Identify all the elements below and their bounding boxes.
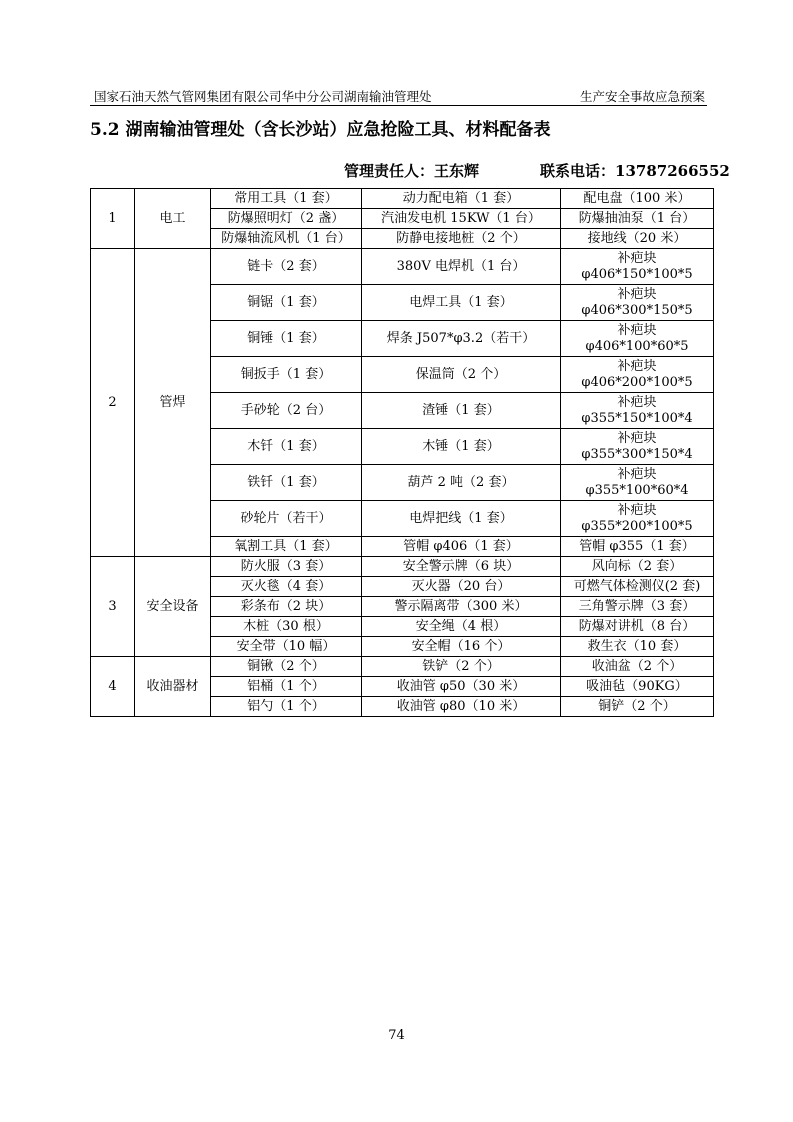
item-cell bbox=[561, 285, 714, 321]
item-name: 补疤块 bbox=[617, 250, 657, 266]
item-cell: 彩条布（2 块） bbox=[211, 597, 362, 617]
table-row bbox=[91, 189, 714, 209]
item-cell: 氧割工具（1 套） bbox=[211, 537, 362, 557]
item-name: 补疤块 bbox=[617, 430, 657, 446]
group-number: 4 bbox=[91, 657, 135, 717]
item-name: 补疤块 bbox=[617, 502, 657, 518]
item-cell: 铝勺（1 个） bbox=[211, 697, 362, 717]
item-cell: 可燃气体检测仪(2 套) bbox=[561, 577, 714, 597]
item-cell: 救生衣（10 套） bbox=[561, 637, 714, 657]
page-header bbox=[90, 85, 707, 106]
item-cell: 380V 电焊机（1 台） bbox=[362, 249, 561, 285]
item-cell: 动力配电箱（1 套） bbox=[362, 189, 561, 209]
item-cell: 安全绳（4 根） bbox=[362, 617, 561, 637]
item-cell bbox=[561, 501, 714, 537]
contact-line bbox=[90, 160, 730, 182]
item-cell: 汽油发电机 15KW（1 台） bbox=[362, 209, 561, 229]
item-cell bbox=[561, 393, 714, 429]
item-spec: φ355*150*100*4 bbox=[581, 410, 693, 426]
item-cell: 砂轮片（若干） bbox=[211, 501, 362, 537]
item-spec: φ355*200*100*5 bbox=[581, 518, 693, 534]
group-category: 管焊 bbox=[135, 249, 211, 557]
item-spec: φ406*100*60*5 bbox=[585, 338, 689, 354]
header-organization: 国家石油天然气管网集团有限公司华中分公司湖南输油管理处 bbox=[94, 89, 432, 104]
manager-info bbox=[344, 160, 479, 181]
item-spec: φ406*150*100*5 bbox=[581, 266, 693, 282]
item-cell: 铜扳手（1 套） bbox=[211, 357, 362, 393]
group-category: 电工 bbox=[135, 189, 211, 249]
group-category: 收油器材 bbox=[135, 657, 211, 717]
item-cell: 管帽 φ355（1 套） bbox=[561, 537, 714, 557]
group-category: 安全设备 bbox=[135, 557, 211, 657]
header-document-title: 生产安全事故应急预案 bbox=[579, 89, 705, 104]
item-spec: φ355*300*150*4 bbox=[581, 446, 693, 462]
item-cell: 收油盆（2 个） bbox=[561, 657, 714, 677]
page-number: 74 bbox=[388, 1028, 405, 1043]
manager-name: 王东辉 bbox=[434, 162, 480, 180]
item-cell: 常用工具（1 套） bbox=[211, 189, 362, 209]
item-cell: 链卡（2 套） bbox=[211, 249, 362, 285]
item-cell: 铜锹（2 个） bbox=[211, 657, 362, 677]
item-cell: 灭火毯（4 套） bbox=[211, 577, 362, 597]
group-number: 2 bbox=[91, 249, 135, 557]
phone-number: 13787266552 bbox=[615, 162, 730, 180]
item-cell: 防爆照明灯（2 盏） bbox=[211, 209, 362, 229]
item-cell: 配电盘（100 米） bbox=[561, 189, 714, 209]
item-cell: 葫芦 2 吨（2 套） bbox=[362, 465, 561, 501]
item-spec: φ406*200*100*5 bbox=[581, 374, 693, 390]
item-cell bbox=[561, 357, 714, 393]
item-name: 补疤块 bbox=[617, 286, 657, 302]
item-cell: 木钎（1 套） bbox=[211, 429, 362, 465]
item-name: 补疤块 bbox=[617, 322, 657, 338]
item-name: 补疤块 bbox=[617, 358, 657, 374]
item-cell: 警示隔离带（300 米） bbox=[362, 597, 561, 617]
item-cell: 铜铲（2 个） bbox=[561, 697, 714, 717]
item-cell: 防爆轴流风机（1 台） bbox=[211, 229, 362, 249]
item-cell: 手砂轮（2 台） bbox=[211, 393, 362, 429]
equipment-table bbox=[90, 188, 714, 717]
item-cell: 安全帽（16 个） bbox=[362, 637, 561, 657]
item-spec: φ355*100*60*4 bbox=[585, 482, 689, 498]
manager-label: 管理责任人： bbox=[344, 162, 435, 180]
group-number: 1 bbox=[91, 189, 135, 249]
item-name: 补疤块 bbox=[617, 466, 657, 482]
item-cell: 防火服（3 套） bbox=[211, 557, 362, 577]
item-name: 补疤块 bbox=[617, 394, 657, 410]
item-cell: 风向标（2 套） bbox=[561, 557, 714, 577]
group-number: 3 bbox=[91, 557, 135, 657]
phone-label: 联系电话： bbox=[540, 162, 616, 180]
table-row bbox=[91, 249, 714, 285]
item-cell: 铁铲（2 个） bbox=[362, 657, 561, 677]
item-cell: 保温筒（2 个） bbox=[362, 357, 561, 393]
table-row bbox=[91, 557, 714, 577]
item-cell: 铁钎（1 套） bbox=[211, 465, 362, 501]
item-cell: 防爆抽油泵（1 台） bbox=[561, 209, 714, 229]
section-title: 5.2 湖南输油管理处（含长沙站）应急抢险工具、材料配备表 bbox=[90, 120, 551, 140]
item-cell: 收油管 φ50（30 米） bbox=[362, 677, 561, 697]
item-cell bbox=[561, 429, 714, 465]
item-cell: 三角警示牌（3 套） bbox=[561, 597, 714, 617]
item-cell: 吸油毡（90KG） bbox=[561, 677, 714, 697]
table-row bbox=[91, 657, 714, 677]
item-cell bbox=[561, 321, 714, 357]
item-cell: 铜锤（1 套） bbox=[211, 321, 362, 357]
item-cell: 铝桶（1 个） bbox=[211, 677, 362, 697]
item-cell: 电焊把线（1 套） bbox=[362, 501, 561, 537]
item-cell: 木锤（1 套） bbox=[362, 429, 561, 465]
item-cell: 安全警示牌（6 块） bbox=[362, 557, 561, 577]
item-cell: 接地线（20 米） bbox=[561, 229, 714, 249]
item-cell: 焊条 J507*φ3.2（若干） bbox=[362, 321, 561, 357]
item-cell: 灭火器（20 台） bbox=[362, 577, 561, 597]
item-cell: 防爆对讲机（8 台） bbox=[561, 617, 714, 637]
item-cell: 木桩（30 根） bbox=[211, 617, 362, 637]
item-cell bbox=[561, 465, 714, 501]
item-cell: 安全带（10 幅） bbox=[211, 637, 362, 657]
item-spec: φ406*300*150*5 bbox=[581, 302, 693, 318]
item-cell: 渣锤（1 套） bbox=[362, 393, 561, 429]
item-cell: 管帽 φ406（1 套） bbox=[362, 537, 561, 557]
item-cell: 铜锯（1 套） bbox=[211, 285, 362, 321]
item-cell: 收油管 φ80（10 米） bbox=[362, 697, 561, 717]
phone-info bbox=[540, 160, 730, 181]
item-cell bbox=[561, 249, 714, 285]
item-cell: 电焊工具（1 套） bbox=[362, 285, 561, 321]
item-cell: 防静电接地桩（2 个） bbox=[362, 229, 561, 249]
